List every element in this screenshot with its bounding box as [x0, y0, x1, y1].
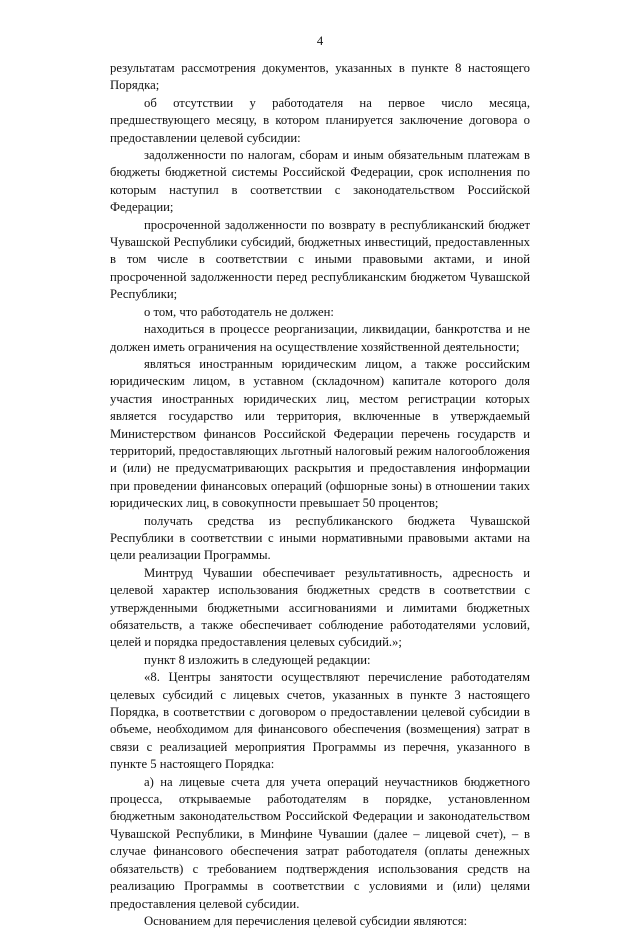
document-body	[110, 60, 530, 930]
paragraph: пункт 8 изложить в следующей редакции:	[144, 652, 371, 667]
paragraph-continuation: результатам рассмотрения документов, указанных в пункте 8 настоящего Порядка;	[110, 61, 530, 93]
paragraph: находиться в процессе реорганизации, ликвидации, банкротства и не должен иметь ограничения на осуществление хозяйственной деятельности;	[110, 322, 530, 354]
paragraph: Основанием для перечисления целевой субсидии являются:	[144, 913, 468, 928]
paragraph: об отсутствии у работодателя на первое число месяца, предшествующего месяцу, в котором планируется заключение договора о предоставлении целевой субсидии:	[110, 95, 530, 145]
paragraph: Минтруд Чувашии обеспечивает результативность, адресность и целевой характер использования бюджетных средств в соответствии с утвержденными бюджетными ассигнованиями и лимитами бюджетных обязательств, а также обеспечивает соблюдение работодателями условий, целей и порядка предоставления целевых субсидий.»;	[110, 565, 530, 650]
paragraph: «8. Центры занятости осуществляют перечисление работодателям целевых субсидий с лицевых счетов, указанных в пункте 3 настоящего Порядка, в соответствии с договором о предоставлении целевой субсидии в объеме, необходимом для финансового обеспечения (возмещения) затрат в связи с реализацией мероприятия Программы из перечня, указанного в пункте 5 настоящего Порядка:	[110, 670, 530, 772]
paragraph: являться иностранным юридическим лицом, а также российским юридическим лицом, в уставном (складочном) капитале которого доля участия иностранных юридических лиц, местом регистрации которых является государство или территория, включенные в утверждаемый Министерством финансов Российской Федерации перечень государств и территорий, предоставляющих льготный налоговый режим налогообложения и (или) не предусматривающих раскрытия и предоставления информации при проведении финансовых операций (офшорные зоны) в отношении таких юридических лиц, в совокупности превышает 50 процентов;	[110, 356, 530, 511]
paragraph: о том, что работодатель не должен:	[144, 304, 334, 319]
paragraph: задолженности по налогам, сборам и иным обязательным платежам в бюджеты бюджетной системы Российской Федерации, срок исполнения по которым наступил в соответствии с законодательством Российской Федерации;	[110, 148, 530, 215]
paragraph: просроченной задолженности по возврату в республиканский бюджет Чувашской Республики субсидий, бюджетных инвестиций, предоставленных в том числе в соответствии с иными правовыми актами, и иной просроченной задолженности перед республиканским бюджетом Чувашской Республики;	[110, 217, 530, 302]
paragraph: а) на лицевые счета для учета операций неучастников бюджетного процесса, открываемые работодателям в порядке, установленном бюджетным законодательством Российской Федерации и законодательством Чувашской Республики, в Минфине Чувашии (далее – лицевой счет), – в случае финансового обеспечения затрат работодателя (оплаты денежных обязательств) с требованием подтверждения использования средств на реализацию Программы в соответствии с условиями и (или) целями предоставления целевой субсидии.	[110, 774, 530, 911]
paragraph: получать средства из республиканского бюджета Чувашской Республики в соответствии с иными нормативными правовыми актами на цели реализации Программы.	[110, 513, 530, 563]
page-number: 4	[316, 34, 324, 48]
